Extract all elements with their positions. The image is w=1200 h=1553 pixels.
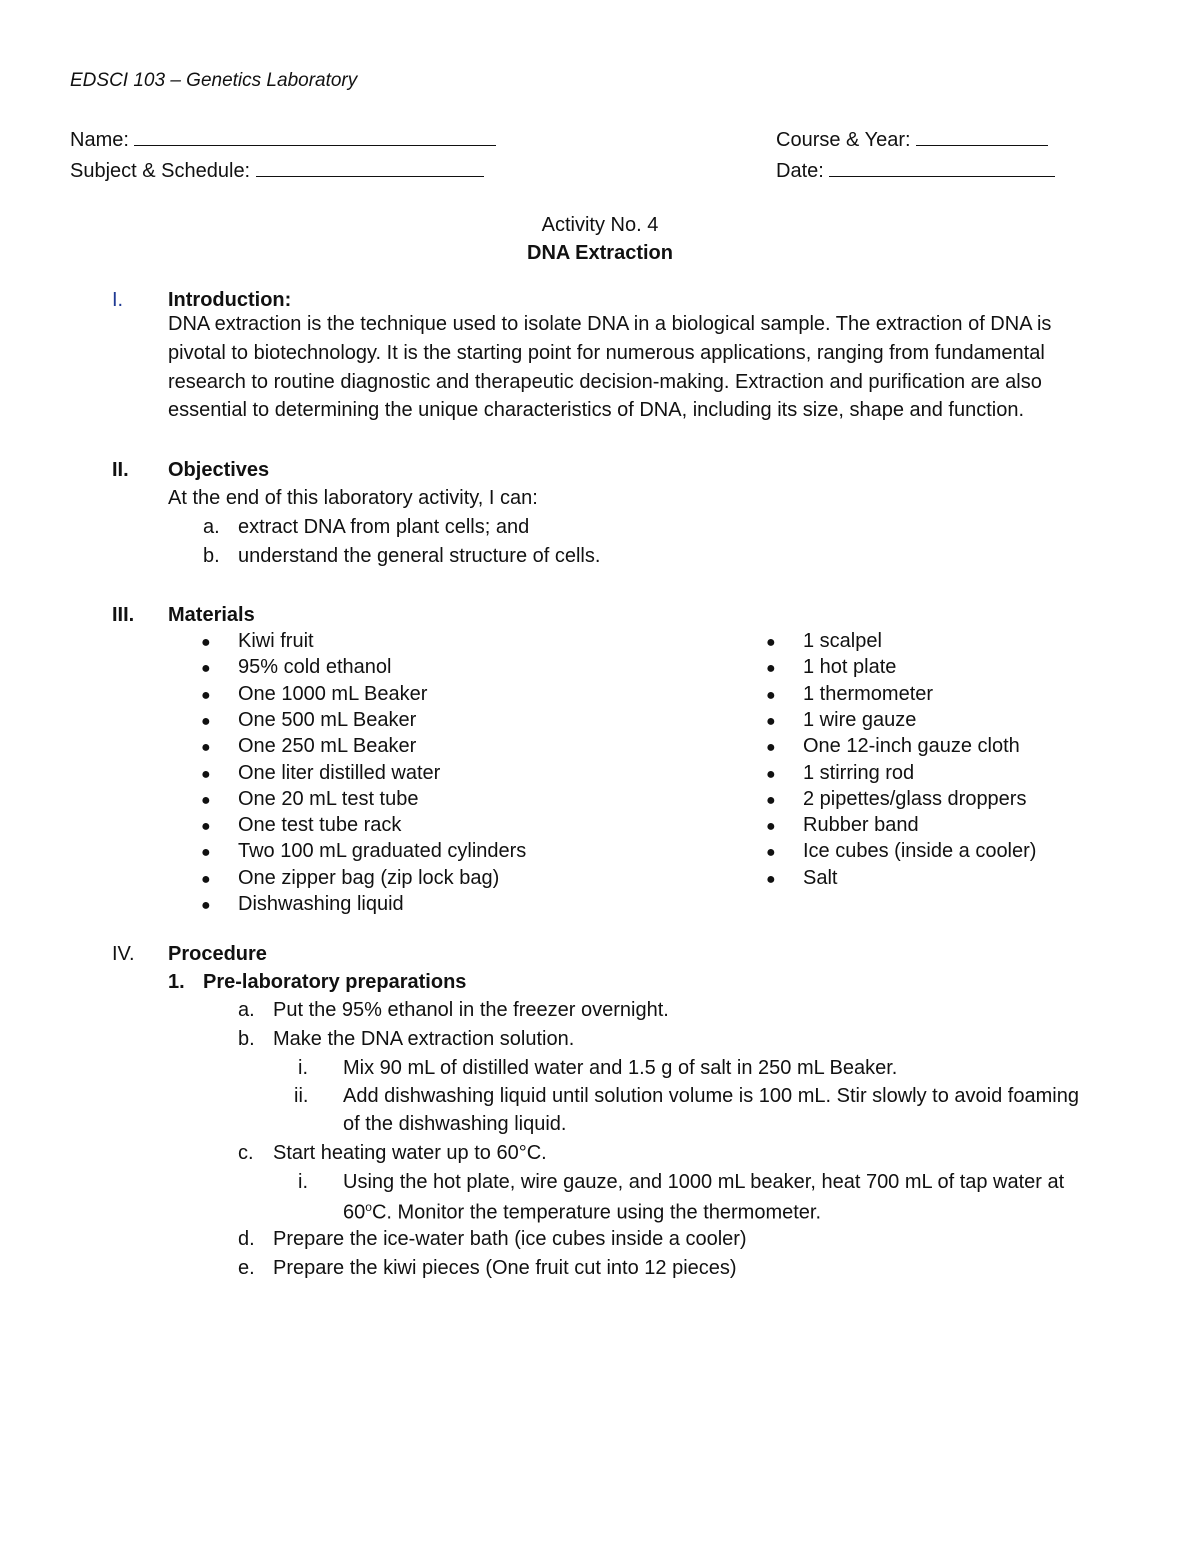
date-label: Date:	[776, 160, 824, 182]
material-item: One 500 mL Beaker	[238, 709, 417, 731]
bullet-icon: ●	[766, 739, 776, 756]
proc-marker-c-i: i.	[298, 1171, 308, 1193]
course-year-field	[776, 129, 1048, 152]
proc-marker-a: a.	[238, 999, 255, 1021]
step-number: 1.	[168, 971, 185, 993]
material-item: One liter distilled water	[238, 762, 441, 784]
section-number-objectives: II.	[112, 459, 129, 481]
bullet-icon: ●	[766, 818, 776, 835]
temp-rest: C. Monitor the temperature using the thermometer.	[371, 1201, 822, 1224]
intro-line-2: pivotal to biotechnology. It is the starting point for numerous applications, ranging from fundamental	[168, 342, 1045, 364]
bullet-icon: ●	[766, 634, 776, 651]
intro-line-4: essential to determining the unique characteristics of DNA, including its size, shape and function.	[168, 399, 1025, 421]
proc-item-a: Put the 95% ethanol in the freezer overnight.	[273, 999, 669, 1021]
bullet-icon: ●	[201, 660, 211, 677]
proc-item-b-ii-line1: Add dishwashing liquid until solution volume is 100 mL. Stir slowly to avoid foaming	[343, 1085, 1079, 1107]
subject-schedule-blank[interactable]	[256, 160, 484, 177]
material-item: Dishwashing liquid	[238, 893, 404, 915]
proc-marker-e: e.	[238, 1257, 255, 1279]
objective-marker: b.	[203, 545, 220, 567]
date-field	[776, 160, 1055, 183]
material-item: Rubber band	[803, 814, 919, 836]
material-item: 1 hot plate	[803, 656, 897, 678]
proc-item-c: Start heating water up to 60°C.	[273, 1142, 547, 1164]
section-title-objectives: Objectives	[168, 459, 270, 481]
material-item: 95% cold ethanol	[238, 656, 392, 678]
bullet-icon: ●	[766, 713, 776, 730]
subject-schedule-label: Subject & Schedule:	[70, 160, 251, 182]
intro-line-1: DNA extraction is the technique used to isolate DNA in a biological sample. The extraction of DNA is	[168, 313, 1052, 335]
section-title-procedure: Procedure	[168, 943, 267, 965]
proc-marker-c: c.	[238, 1142, 254, 1164]
bullet-icon: ●	[766, 766, 776, 783]
proc-marker-b-i: i.	[298, 1057, 308, 1079]
proc-item-d: Prepare the ice-water bath (ice cubes inside a cooler)	[273, 1228, 747, 1250]
material-item: One 250 mL Beaker	[238, 735, 417, 757]
section-number-materials: III.	[112, 604, 135, 626]
bullet-icon: ●	[201, 818, 211, 835]
material-item: 1 stirring rod	[803, 762, 915, 784]
material-item: 1 scalpel	[803, 630, 882, 652]
material-item: One zipper bag (zip lock bag)	[238, 867, 500, 889]
objective-marker: a.	[203, 516, 220, 538]
material-item: Salt	[803, 867, 838, 889]
course-year-label: Course & Year:	[776, 129, 911, 151]
proc-item-c-i-line2	[343, 1200, 821, 1225]
bullet-icon: ●	[201, 792, 211, 809]
bullet-icon: ●	[766, 844, 776, 861]
proc-item-b-ii-line2: of the dishwashing liquid.	[343, 1113, 567, 1135]
bullet-icon: ●	[201, 634, 211, 651]
activity-number: Activity No. 4	[541, 214, 659, 236]
bullet-icon: ●	[766, 871, 776, 888]
bullet-icon: ●	[201, 844, 211, 861]
section-title-materials: Materials	[168, 604, 255, 626]
material-item: 2 pipettes/glass droppers	[803, 788, 1027, 810]
material-item: One 12-inch gauze cloth	[803, 735, 1020, 757]
proc-item-c-i-line1: Using the hot plate, wire gauze, and 1000 mL beaker, heat 700 mL of tap water at	[343, 1171, 1065, 1193]
intro-line-3: research to routine diagnostic and therapeutic decision-making. Extraction and purification are also	[168, 371, 1042, 393]
bullet-icon: ●	[766, 660, 776, 677]
step-title: Pre-laboratory preparations	[203, 971, 467, 993]
proc-item-b-i: Mix 90 mL of distilled water and 1.5 g of salt in 250 mL Beaker.	[343, 1057, 898, 1079]
proc-item-e: Prepare the kiwi pieces (One fruit cut into 12 pieces)	[273, 1257, 737, 1279]
material-item: Two 100 mL graduated cylinders	[238, 840, 527, 862]
material-item: 1 wire gauze	[803, 709, 917, 731]
bullet-icon: ●	[766, 792, 776, 809]
course-year-blank[interactable]	[916, 129, 1048, 146]
material-item: One 1000 mL Beaker	[238, 683, 428, 705]
activity-title: DNA Extraction	[527, 242, 673, 264]
section-title-intro: Introduction:	[168, 289, 292, 311]
temp-value: 60	[343, 1201, 366, 1224]
section-number-procedure: IV.	[112, 943, 135, 965]
subject-schedule-field	[70, 160, 484, 183]
proc-marker-d: d.	[238, 1228, 255, 1250]
bullet-icon: ●	[201, 739, 211, 756]
material-item: One test tube rack	[238, 814, 402, 836]
material-item: One 20 mL test tube	[238, 788, 419, 810]
objective-item: extract DNA from plant cells; and	[238, 516, 530, 538]
objectives-lead: At the end of this laboratory activity, I can:	[168, 487, 538, 509]
bullet-icon: ●	[201, 713, 211, 730]
bullet-icon: ●	[201, 766, 211, 783]
bullet-icon: ●	[766, 687, 776, 704]
name-field	[70, 129, 496, 152]
bullet-icon: ●	[201, 871, 211, 888]
name-label: Name:	[70, 129, 129, 151]
degree-superscript: o	[365, 1200, 372, 1214]
proc-marker-b-ii: ii.	[294, 1085, 309, 1107]
bullet-icon: ●	[201, 687, 211, 704]
name-blank[interactable]	[134, 129, 496, 146]
material-item: Ice cubes (inside a cooler)	[803, 840, 1037, 862]
proc-item-b: Make the DNA extraction solution.	[273, 1028, 575, 1050]
proc-marker-b: b.	[238, 1028, 255, 1050]
bullet-icon: ●	[201, 897, 211, 914]
date-blank[interactable]	[829, 160, 1055, 177]
course-header: EDSCI 103 – Genetics Laboratory	[70, 70, 358, 91]
material-item: 1 thermometer	[803, 683, 934, 705]
section-number-intro: I.	[112, 289, 124, 311]
material-item: Kiwi fruit	[238, 630, 314, 652]
objective-item: understand the general structure of cells.	[238, 545, 601, 567]
